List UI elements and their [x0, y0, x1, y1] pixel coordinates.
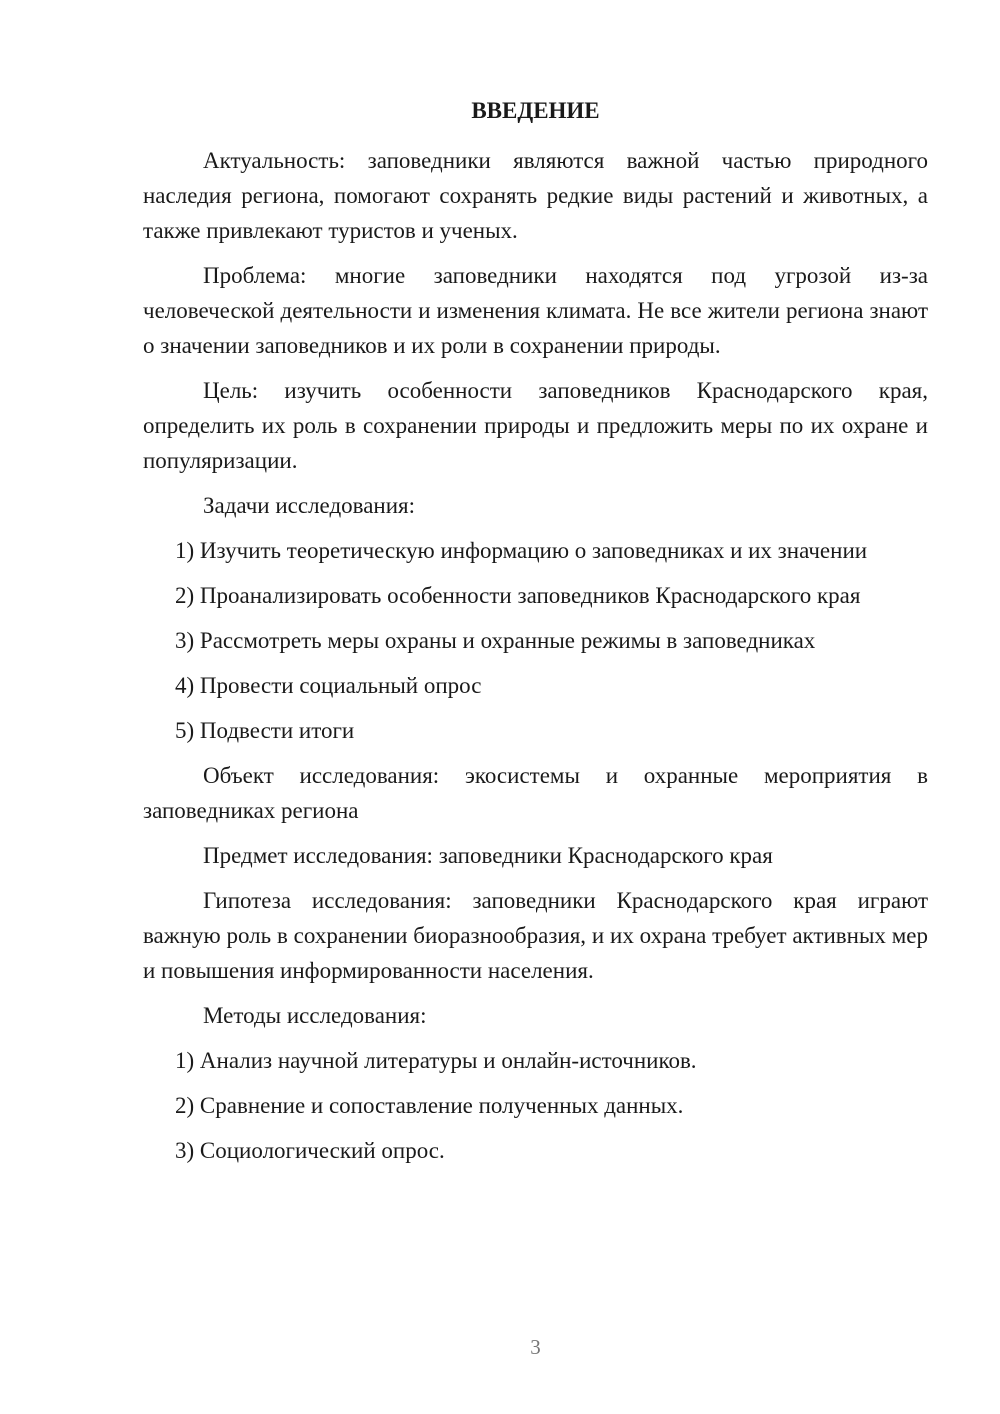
- section-heading: ВВЕДЕНИЕ: [471, 98, 600, 123]
- problem-paragraph: Проблема: многие заповедники находятся под угрозой из-за человеческой деятельности и изменения климата. Не все жители региона знают о значении заповедников и их роли в сохранении природы.: [143, 263, 928, 358]
- task-item: 4) Провести социальный опрос: [175, 673, 482, 698]
- task-item: 2) Проанализировать особенности заповедников Краснодарского края: [175, 583, 861, 608]
- task-item: 3) Рассмотреть меры охраны и охранные режимы в заповедниках: [175, 628, 816, 653]
- task-item: 5) Подвести итоги: [175, 718, 355, 743]
- document-page: [143, 0, 928, 1414]
- introduction-body: [143, 143, 928, 1178]
- relevance-paragraph: Актуальность: заповедники являются важной частью природного наследия региона, помогают сохранять редкие виды растений и животных, а также привлекают туристов и ученых.: [143, 148, 928, 243]
- task-item: 1) Изучить теоретическую информацию о заповедниках и их значении: [175, 538, 868, 563]
- method-item: 3) Социологический опрос.: [175, 1138, 445, 1163]
- methods-title: Методы исследования:: [203, 1003, 427, 1028]
- method-item: 1) Анализ научной литературы и онлайн-источников.: [175, 1048, 697, 1073]
- goal-paragraph: Цель: изучить особенности заповедников Краснодарского края, определить их роль в сохранении природы и предложить меры по их охране и популяризации.: [143, 378, 928, 473]
- hypothesis-paragraph: Гипотеза исследования: заповедники Краснодарского края играют важную роль в сохранении биоразнообразия, и их охрана требует активных мер и повышения информированности населения.: [143, 888, 928, 983]
- subject-paragraph: Предмет исследования: заповедники Краснодарского края: [203, 843, 773, 868]
- object-paragraph: Объект исследования: экосистемы и охранные мероприятия в заповедниках региона: [143, 763, 928, 823]
- method-item: 2) Сравнение и сопоставление полученных данных.: [175, 1093, 684, 1118]
- page-number: 3: [530, 1335, 541, 1359]
- tasks-title: Задачи исследования:: [203, 493, 416, 518]
